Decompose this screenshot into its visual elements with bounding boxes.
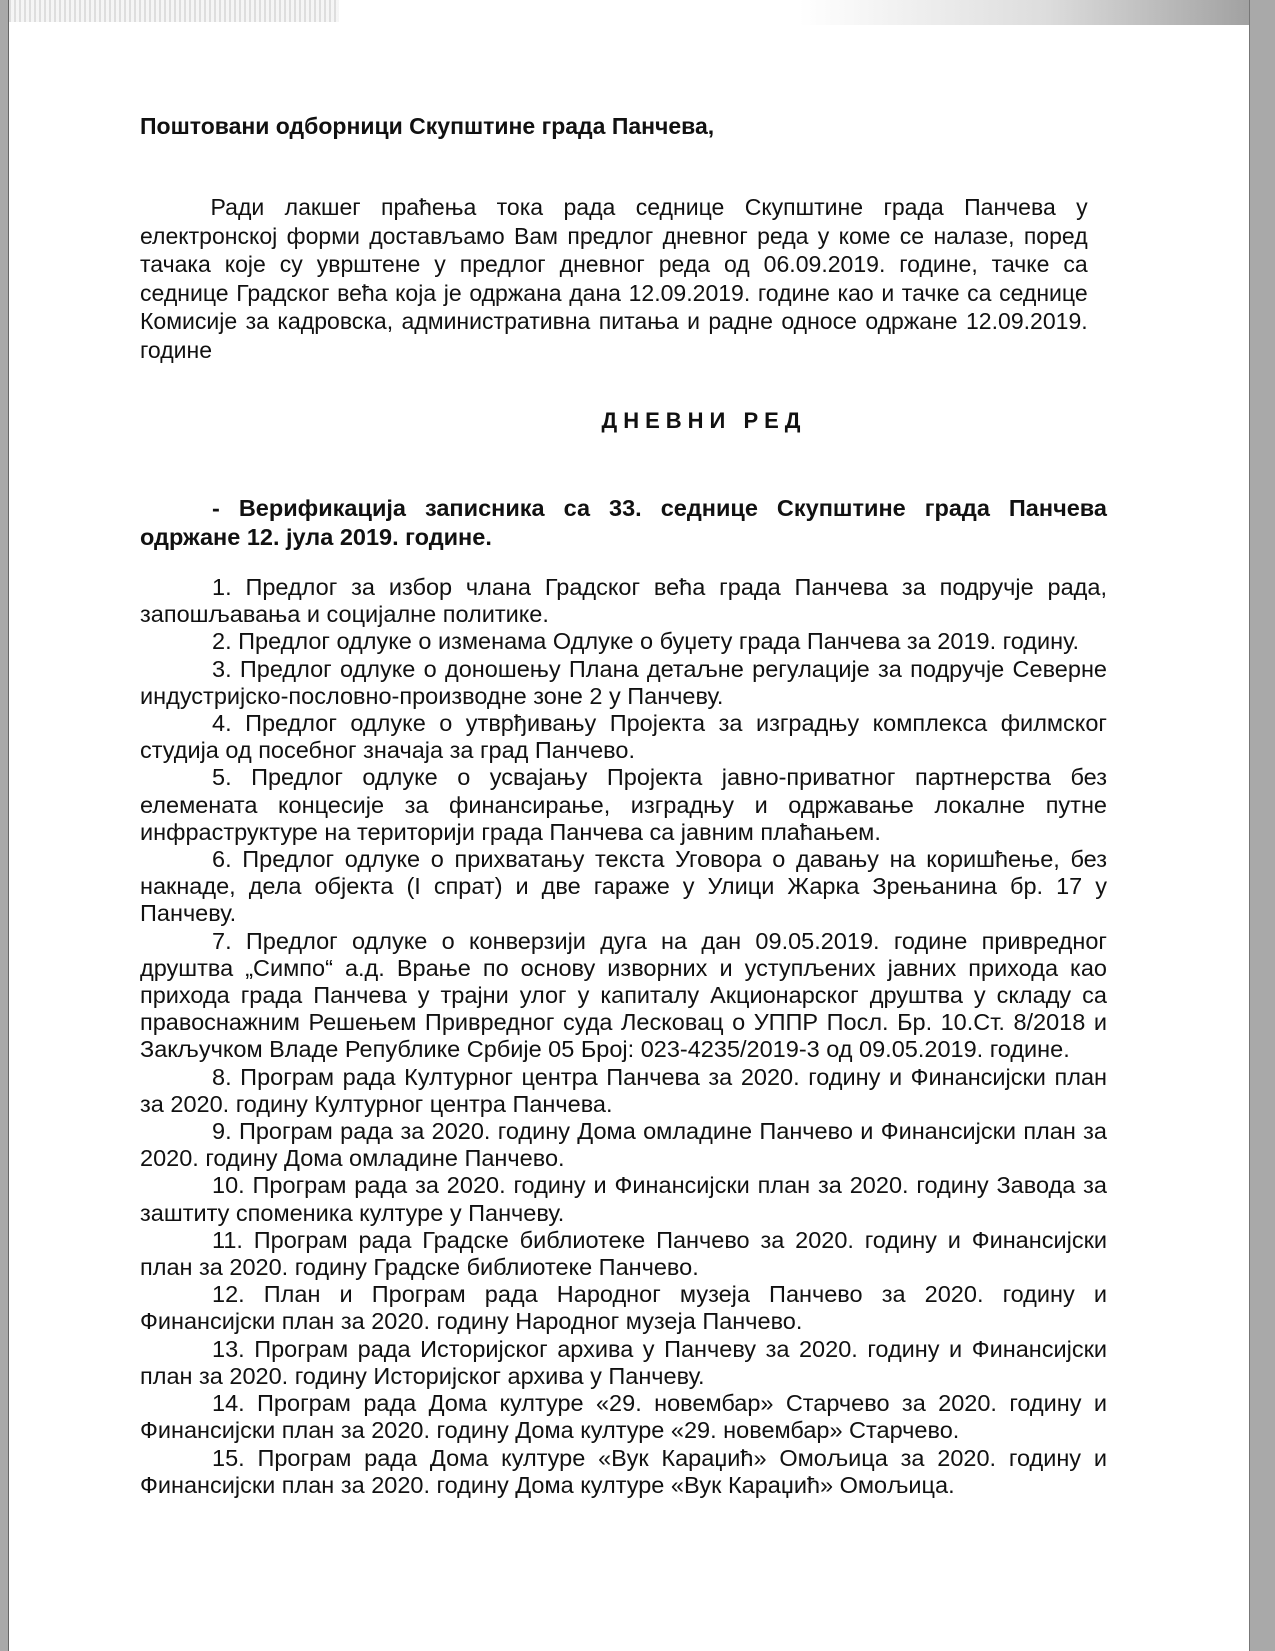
agenda-item: 7. Предлог одлуке о конверзији дуга на дан 09.05.2019. године привредног друштва „Симпо“ а.д. Врање по основу изворних и уступљених јавних прихода као прихода града Панчева у трајни улог у капиталу Акционарског друштва у складу са правоснажним Решењем Привредног суда Лесковац о УППР Посл. Бр. 10.Ст. 8/2018 и Закључком Владе Републике Србије 05 Број: 023-4235/2019-3 од 09.05.2019. године. <box>140 927 1107 1063</box>
agenda-item: 9. Програм рада за 2020. годину Дома омладине Панчево и Финансијски план за 2020. годину Дома омладине Панчево. <box>140 1118 1107 1172</box>
agenda-item: 14. Програм рада Дома културе «29. новембар» Старчево за 2020. годину и Финансијски план за 2020. годину Дома културе «29. новембар» Старчево. <box>140 1390 1107 1444</box>
scan-artifact <box>799 0 1249 25</box>
agenda-item: 10. Програм рада за 2020. годину и Финансијски план за 2020. годину Завода за заштиту споменика културе у Панчеву. <box>140 1172 1107 1226</box>
agenda-item: 4. Предлог одлуке о утврђивању Пројекта за изградњу комплекса филмског студија од посебног значаја за град Панчево. <box>140 710 1107 764</box>
agenda-item: 2. Предлог одлуке о изменама Одлуке о буџету града Панчева за 2019. годину. <box>212 628 1079 655</box>
salutation: Поштовани одборници Скупштине града Панчева, <box>140 113 715 139</box>
agenda-heading: ДНЕВНИ РЕД <box>601 408 807 433</box>
scanned-page <box>8 0 1250 1651</box>
agenda-item: 11. Програм рада Градске библиотеке Панчево за 2020. годину и Финансијски план за 2020. годину Градске библиотеке Панчево. <box>140 1226 1107 1281</box>
agenda-item: 8. Програм рада Културног центра Панчева за 2020. годину и Финансијски план за 2020. годину Културног центра Панчева. <box>140 1063 1107 1117</box>
agenda-item: 1. Предлог за избор члана Градског већа града Панчева за подручје рада, запошљавања и социјалне политике. <box>140 574 1107 628</box>
agenda-item: 13. Програм рада Историјског архива у Панчеву за 2020. годину и Финансијски план за 2020. годину Историјског архива у Панчеву. <box>140 1335 1107 1389</box>
intro-paragraph: Ради лакшег праћења тока рада седнице Скупштине града Панчева у електронској форми достављамо Вам предлог дневног реда у коме се налазе, поред тачака које су уврштене у предлог дневног реда од 06.09.2019. године, тачке са седнице Градског већа која је одржана дана 12.09.2019. године као и тачке са седнице Комисије за кадровска, административна питања и радне односе одржане 12.09.2019. године <box>140 194 1088 363</box>
agenda-item: 6. Предлог одлуке о прихватању текста Уговора о давању на коришћење, без накнаде, дела објекта (I спрат) и две гараже у Улици Жарка Зрењанина бр. 17 у Панчеву. <box>140 846 1107 927</box>
scan-artifact <box>9 0 339 22</box>
agenda-item: 5. Предлог одлуке о усвајању Пројекта јавно-приватног партнерства без елемената концесије за финансирање, изградњу и одржавање локалне путне инфраструктуре на територији града Панчева са јавним плаћањем. <box>140 764 1107 845</box>
agenda-item: 15. Програм рада Дома културе «Вук Караџић» Омољица за 2020. годину и Финансијски план за 2020. годину Дома културе «Вук Караџић» Омољица. <box>140 1444 1107 1498</box>
agenda-list <box>140 574 1107 1499</box>
agenda-item: 3. Предлог одлуке о доношењу Плана детаљне регулације за подручје Северне индустријско-пословно-производне зоне 2 у Панчеву. <box>140 655 1107 709</box>
minutes-verification-item: - Верификација записника са 33. седнице Скупштине града Панчева одржане 12. јула 2019. године. <box>140 495 1107 550</box>
agenda-item: 12. План и Програм рада Народног музеја Панчево за 2020. годину и Финансијски план за 2020. годину Народног музеја Панчево. <box>140 1281 1107 1335</box>
